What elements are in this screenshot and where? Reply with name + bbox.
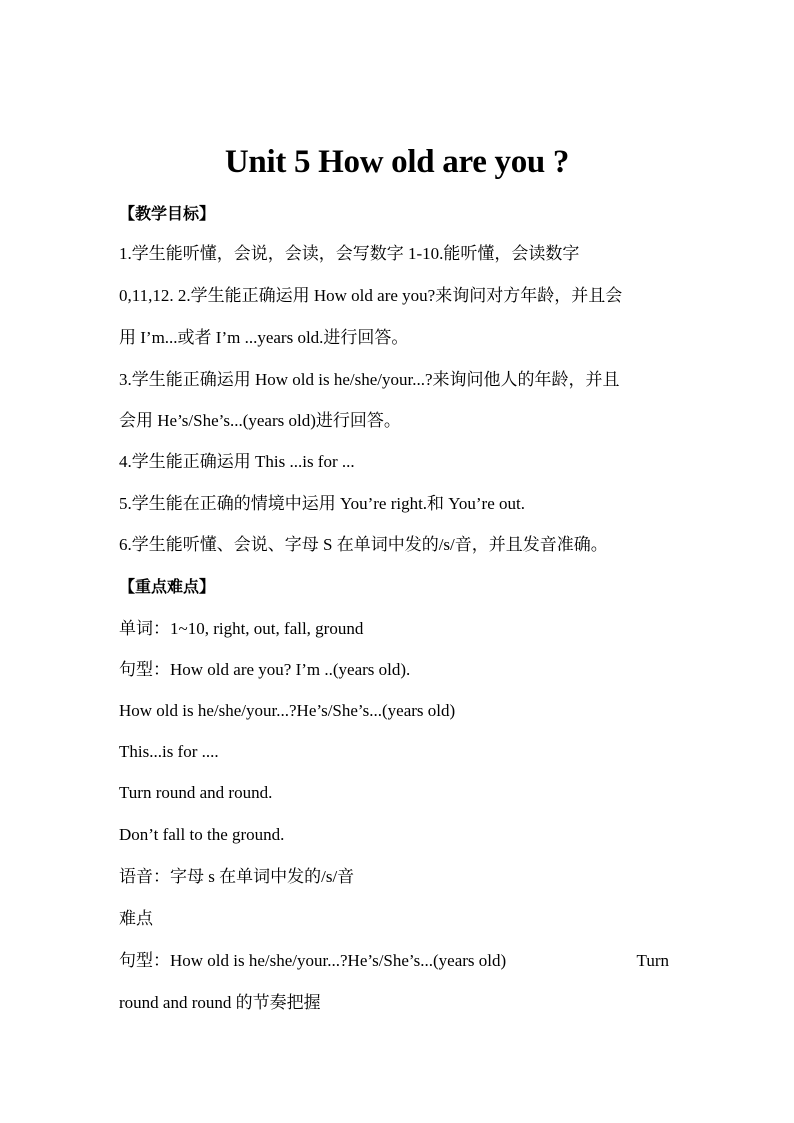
objective-line: 会用 He’s/She’s...(years old)进行回答。: [119, 411, 401, 430]
key-point-line: This...is for ....: [119, 742, 219, 761]
objective-line: 4.学生能正确运用 This ...is for ...: [119, 452, 355, 471]
key-point-line: 句型：How old are you? I’m ..(years old).: [119, 660, 411, 679]
key-point-line: 语音：字母 s 在单词中发的/s/音: [119, 867, 355, 886]
key-point-line: Don’t fall to the ground.: [119, 825, 285, 844]
objective-line: 5.学生能在正确的情境中运用 You’re right.和 You’re out.: [119, 494, 525, 513]
section-heading-key-points: 【重点难点】: [119, 577, 216, 596]
difficulty-sentence-row: [119, 950, 669, 972]
key-point-line: How old is he/she/your...?He’s/She’s...(years old): [119, 701, 456, 720]
objective-line: 用 I’m...或者 I’m ...years old.进行回答。: [119, 328, 409, 347]
difficulty-final-line: round and round 的节奏把握: [119, 993, 321, 1012]
page-title: Unit 5 How old are you ?: [224, 144, 570, 180]
objective-line: 1.学生能听懂，会说，会读，会写数字 1-10.能听懂，会读数字: [119, 244, 580, 263]
key-point-line: 单词：1~10, right, out, fall, ground: [119, 619, 364, 638]
objective-line: 6.学生能听懂、会说、字母 S 在单词中发的/s/音，并且发音准确。: [119, 535, 608, 554]
objective-line: 0,11,12. 2.学生能正确运用 How old are you?来询问对方年龄，并且会: [119, 286, 623, 305]
section-heading-teaching-objectives: 【教学目标】: [119, 204, 216, 223]
difficulty-sentence-text: 句型：How old is he/she/your...?He’s/She’s...(years old): [119, 951, 507, 970]
key-point-line: Turn round and round.: [119, 783, 273, 802]
difficulty-sentence-continuation: Turn: [636, 951, 669, 970]
difficulty-label: 难点: [119, 909, 153, 928]
objective-line: 3.学生能正确运用 How old is he/she/your...?来询问他人的年龄，并且: [119, 370, 620, 389]
